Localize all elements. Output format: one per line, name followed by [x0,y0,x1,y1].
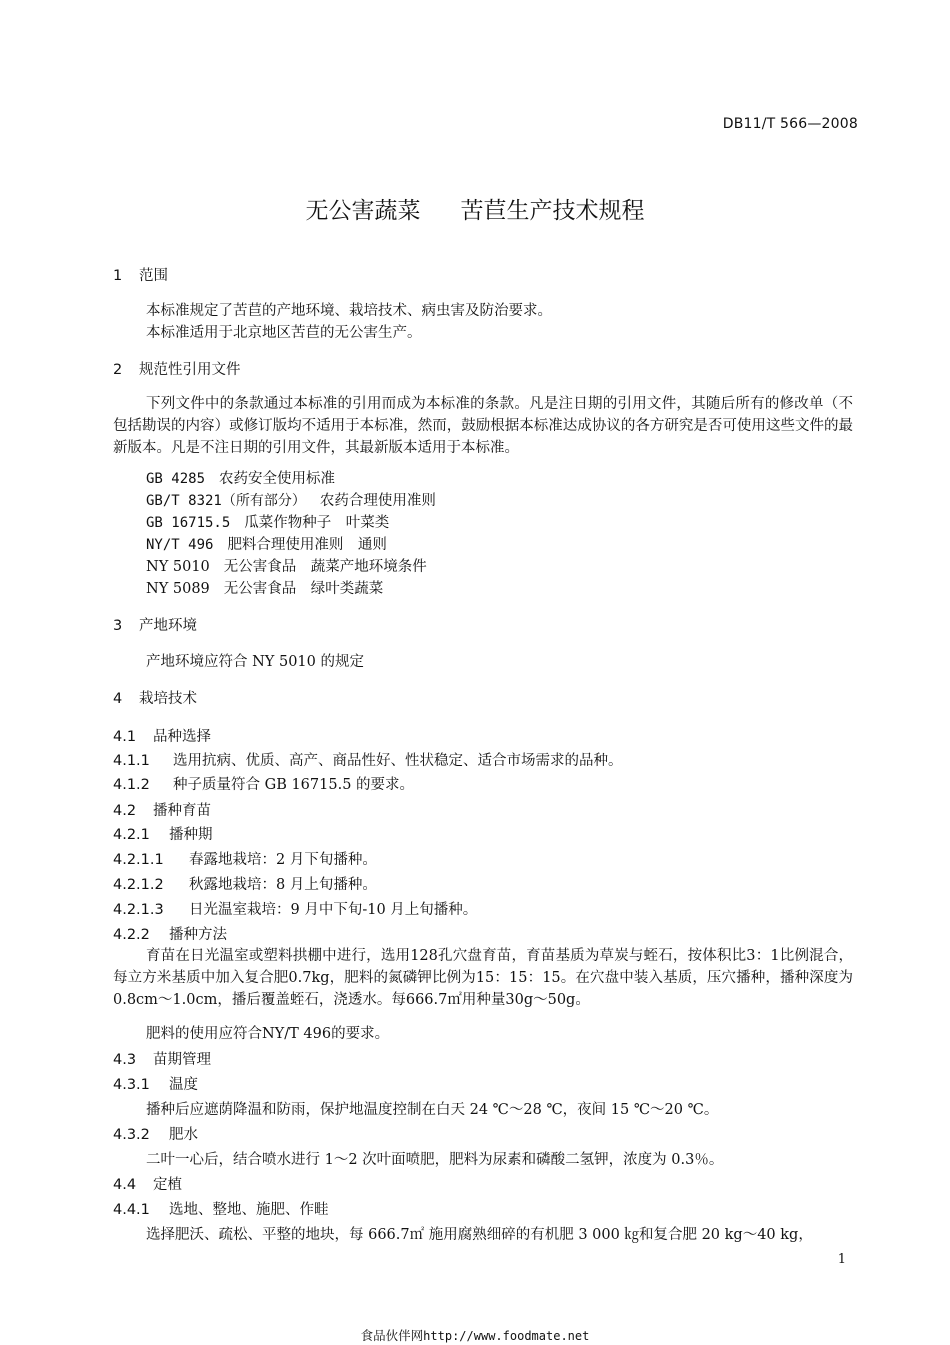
section-number: 4 [113,691,123,707]
clause-4-3-heading [113,1048,211,1069]
clause-4-3-1-paragraph: 播种后应遮荫降温和防雨，保护地温度控制在白天 24 ℃～28 ℃，夜间 15 ℃～20 ℃。 [146,1102,719,1118]
clause-number: 4.2.1 [113,827,150,843]
clause-number: 4.1.1 [113,753,150,769]
section-3-heading [113,614,197,635]
reference-item [146,489,436,510]
section-1-paragraph-1: 本标准规定了苦苣的产地环境、栽培技术、病虫害及防治要求。 [146,303,552,319]
section-2-paragraph: 下列文件中的条款通过本标准的引用而成为本标准的条款。凡是注日期的引用文件，其随后所有的修改单（不包括勘误的内容）或修订版均不适用于本标准，然而，鼓励根据本标准达成协议的各方研究是否可使用这些文件的最新版本。凡是不注日期的引用文件，其最新版本适用于本标准。 [113,396,853,456]
section-4-heading [113,687,197,708]
clause-4-2-2-paragraph-1: 育苗在日光温室或塑料拱棚中进行，选用128孔穴盘育苗，育苗基质为草炭与蛭石，按体积比3：1比例混合，每立方米基质中加入复合肥0.7kg，肥料的氮磷钾比例为15：15：15。在穴盘中装入基质，压穴播种，播种深度为0.8cm～1.0cm，播后覆盖蛭石，浇透水。每666.7㎡用种量30g～50g。 [113,948,853,1008]
clause-title: 苗期管理 [153,1052,211,1068]
clause-text: 日光温室栽培：9 月中下旬-10 月上旬播种。 [189,902,478,918]
clause-title: 播种育苗 [153,803,211,819]
clause-number: 4.4 [113,1177,137,1193]
title-part-1: 无公害蔬菜 [305,198,421,224]
footer-site-name: 食品伙伴网 [360,1328,424,1343]
clause-number: 4.2.1.1 [113,852,164,868]
clause-4-2-1-heading [113,823,213,844]
clause-text: 春露地栽培：2 月下旬播种。 [189,852,377,868]
clause-number: 4.2.2 [113,927,150,943]
clause-number: 4.2 [113,803,137,819]
clause-4-4-1-paragraph: 选择肥沃、疏松、平整的地块，每 666.7㎡ 施用腐熟细碎的有机肥 3 000 ㎏和复合肥 20 kg～40 kg， [146,1227,813,1243]
clause-4-4-1-heading [113,1198,329,1219]
document-title [0,192,950,225]
clause-4-4-heading [113,1173,182,1194]
reference-title: 农药合理使用准则 [319,493,436,509]
clause-title: 品种选择 [153,729,211,745]
section-title: 产地环境 [139,618,197,634]
section-3-paragraph: 产地环境应符合 NY 5010 的规定 [146,654,364,670]
clause-number: 4.1.2 [113,777,150,793]
clause-4-3-2-heading [113,1123,198,1144]
clause-4-2-heading [113,799,211,820]
clause-number: 4.2.1.2 [113,877,164,893]
reference-title: 农药安全使用标准 [219,471,336,487]
section-title: 规范性引用文件 [139,362,241,378]
reference-code: GB 16715.5 [146,515,231,531]
clause-4-3-1-heading [113,1073,198,1094]
reference-item [146,511,389,532]
clause-4-2-1-1 [113,848,377,869]
reference-title: 瓜菜作物种子 叶菜类 [244,515,390,531]
reference-code: NY 5089 [146,581,210,597]
reference-code: GB 4285 [146,471,206,487]
clause-text: 选用抗病、优质、高产、商品性好、性状稳定、适合市场需求的品种。 [173,753,623,769]
section-number: 2 [113,362,123,378]
clause-title: 肥水 [169,1127,198,1143]
clause-4-2-1-3 [113,898,477,919]
section-number: 1 [113,268,123,284]
section-title: 范围 [139,268,168,284]
title-part-2: 苦苣生产技术规程 [460,198,645,224]
clause-text: 秋露地栽培：8 月上旬播种。 [189,877,377,893]
clause-title: 定植 [153,1177,182,1193]
reference-code: NY 5010 [146,559,210,575]
standard-number: DB11/T 566—2008 [722,116,858,132]
section-1-heading [113,264,168,285]
clause-number: 4.4.1 [113,1202,150,1218]
clause-4-2-1-2 [113,873,377,894]
clause-number: 4.3.2 [113,1127,150,1143]
reference-title: 无公害食品 蔬菜产地环境条件 [223,559,427,575]
section-title: 栽培技术 [139,691,197,707]
section-1-paragraph-2: 本标准适用于北京地区苦苣的无公害生产。 [146,325,422,341]
section-2-heading [113,358,241,379]
reference-code: GB/T 8321（所有部分） [146,493,306,509]
clause-number: 4.2.1.3 [113,902,164,918]
reference-item [146,555,427,576]
clause-4-2-2-heading [113,923,227,944]
section-number: 3 [113,618,123,634]
clause-4-1-2 [113,773,414,794]
clause-title: 温度 [169,1077,198,1093]
clause-number: 4.1 [113,729,137,745]
reference-item [146,533,387,554]
reference-item [146,467,335,488]
page-number: 1 [837,1252,846,1267]
clause-text: 种子质量符合 GB 16715.5 的要求。 [173,777,415,793]
clause-4-2-2-paragraph-2: 肥料的使用应符合NY/T 496的要求。 [146,1026,390,1042]
clause-title: 选地、整地、施肥、作畦 [169,1202,329,1218]
clause-number: 4.3.1 [113,1077,150,1093]
reference-item [146,577,383,598]
footer-url[interactable]: http://www.foodmate.net [423,1329,590,1343]
reference-title: 肥料合理使用准则 通则 [227,537,387,553]
clause-title: 播种方法 [169,927,227,943]
reference-code: NY/T 496 [146,537,214,553]
clause-4-1-heading [113,725,211,746]
clause-4-3-2-paragraph: 二叶一心后，结合喷水进行 1～2 次叶面喷肥，肥料为尿素和磷酸二氢钾，浓度为 0.3％。 [146,1152,724,1168]
clause-title: 播种期 [169,827,213,843]
reference-title: 无公害食品 绿叶类蔬菜 [223,581,384,597]
clause-4-1-1 [113,749,623,770]
footer [0,1326,950,1344]
clause-number: 4.3 [113,1052,137,1068]
